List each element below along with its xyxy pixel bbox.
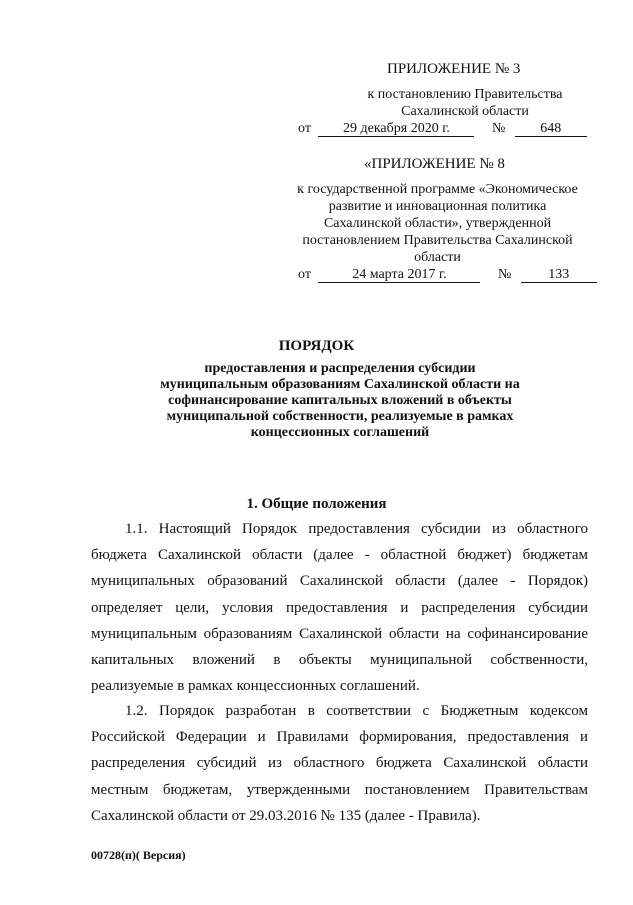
from-label: от: [298, 267, 311, 282]
paragraph-1-2: 1.2. Порядок разработан в соответствии с Бюджетным кодексом Российской Федерации и Правилами формирования, предоставления и распределения субсидий из областного бюджета Сахалинской области местным бюджетам, утвержденными постановлением Правительствам Сахалинской области от 29.03.2016 № 135 (далее - Правила).: [91, 703, 588, 824]
appendix-3-title: ПРИЛОЖЕНИЕ № 3: [387, 61, 521, 77]
appendix-3-line2: Сахалинской области: [401, 104, 529, 119]
number-label: №: [497, 267, 512, 282]
appendix-8-line1: к государственной программе «Экономическое: [297, 182, 578, 197]
program-date: 24 марта 2017 г.: [318, 267, 480, 283]
page-title: ПОРЯДОК: [278, 338, 355, 354]
appendix-8-line4: постановлением Правительства Сахалинской: [302, 233, 573, 248]
appendix-8-line3: Сахалинской области», утвержденной: [323, 216, 552, 231]
number-label: №: [491, 121, 506, 136]
appendix-3-date-line: [298, 120, 587, 137]
appendix-8-line2: развитие и инновационная политика: [328, 199, 547, 214]
document-code: 00728(п)( Версия): [91, 848, 186, 862]
appendix-8-line5: области: [414, 250, 461, 265]
appendix-8-date-line: [298, 266, 597, 283]
appendix-8-title: «ПРИЛОЖЕНИЕ № 8: [364, 156, 505, 172]
decree-number: 648: [515, 121, 587, 137]
paragraph-1-1: 1.1. Настоящий Порядок предоставления субсидии из областного бюджета Сахалинской области (далее - областной бюджет) бюджетам муниципальных образований Сахалинской области (далее - Порядок) определяет цели, условия предоставления и распределения субсидии муниципальным образованиям Сахалинской области на софинансирование капитальных вложений в объекты муниципальной собственности, реализуемые в рамках концессионных соглашений.: [91, 521, 588, 695]
appendix-3-line1: к постановлению Правительства: [367, 87, 563, 102]
program-number: 133: [521, 267, 597, 283]
decree-date: 29 декабря 2020 г.: [318, 121, 474, 137]
section-heading: 1. Общие положения: [246, 496, 387, 512]
page-subtitle: предоставления и распределения субсидии муниципальным образованиям Сахалинской области на софинансирование капитальных вложений в объекты муниципальной собственности, реализуемые в рамках концессионных соглашений: [160, 361, 520, 440]
from-label: от: [298, 121, 311, 136]
